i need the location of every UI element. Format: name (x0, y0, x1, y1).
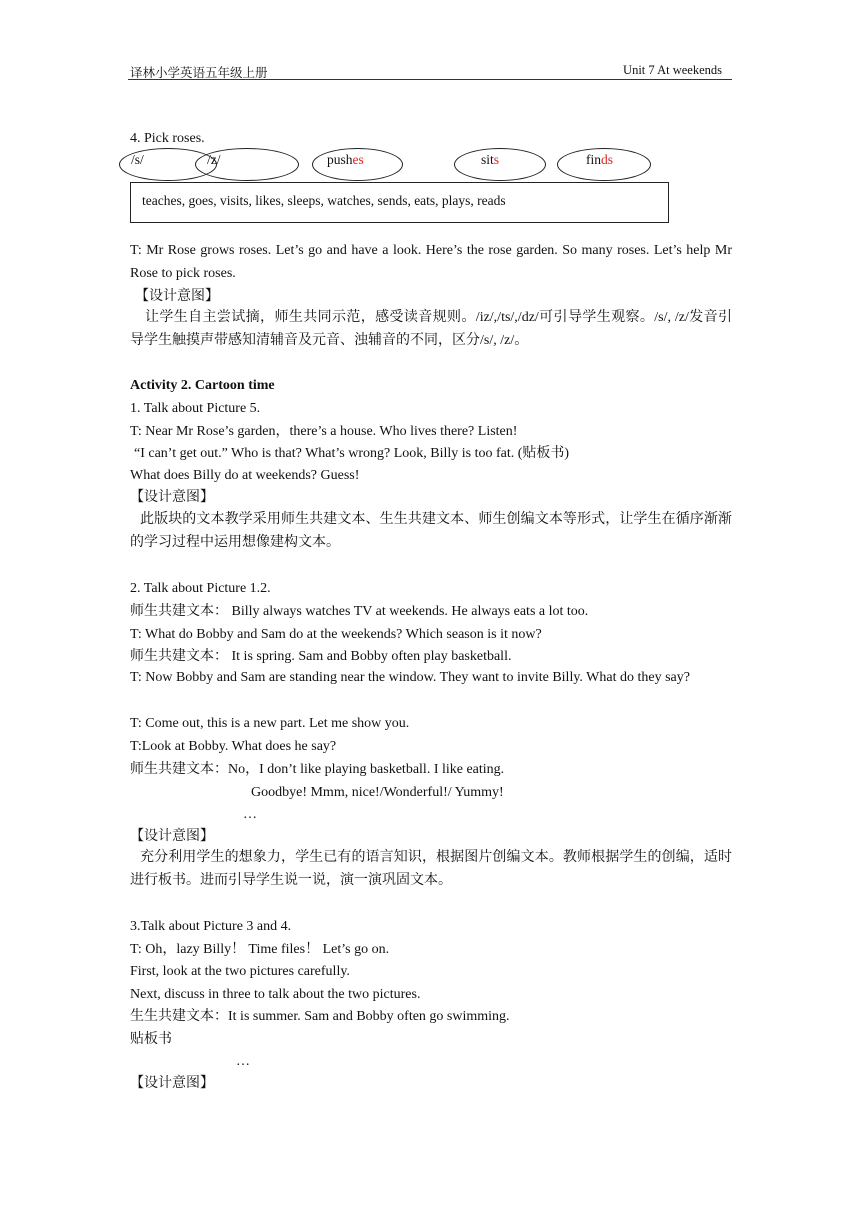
header-book-title: 译林小学英语五年级上册 (130, 66, 268, 80)
p12-ellipsis: … (243, 807, 257, 822)
design-intent-text-1: 让学生自主尝试摘，师生共同示范，感受读音规则。/iz/,/ts/,/dz/可引导学生观察。/s/, /z/发音引导学生触摸声带感知清辅音及元音、浊辅音的不同，区分/s/, /z/。 (130, 310, 732, 348)
rose-ellipse-sits (454, 148, 546, 181)
p12-line-2: T: What do Bobby and Sam do at the weekends? Which season is it now? (130, 627, 542, 642)
intro-paragraph: T: Mr Rose grows roses. Let’s go and have a look. Here’s the rose garden. So many roses. Let’s help Mr Rose to pick roses. (130, 243, 732, 281)
p34-line-5: 贴板书 (130, 1032, 172, 1047)
rose-word-sits: sits (481, 152, 500, 167)
p34-line-1: T: Oh，lazy Billy！ Time files！ Let’s go on. (130, 942, 390, 957)
p34-ellipsis: … (236, 1054, 250, 1069)
p34-line-2: First, look at the two pictures carefully. (130, 964, 350, 979)
rose-label-s: /s/ (131, 152, 144, 167)
p12-line-5: T: Come out, this is a new part. Let me show you. (130, 716, 410, 731)
design-intent-title-2: 【设计意图】 (130, 490, 214, 505)
header-unit-title: Unit 7 At weekends (623, 63, 722, 77)
p5-line-1: T: Near Mr Rose’s garden，there’s a house. Who lives there? Listen! (130, 424, 518, 439)
p12-heading: 2. Talk about Picture 1.2. (130, 581, 271, 596)
p12-line-1: 师生共建文本： Billy always watches TV at weekends. He always eats a lot too. (130, 604, 589, 619)
p12-line-7: 师生共建文本：No，I don’t like playing basketball. I like eating. (130, 762, 505, 777)
header-divider (128, 79, 732, 80)
p12-line-8: Goodbye! Mmm, nice!/Wonderful!/ Yummy! (251, 785, 504, 800)
p34-line-4: 生生共建文本：It is summer. Sam and Bobby often go swimming. (130, 1009, 510, 1024)
p5-line-2: “I can’t get out.” Who is that? What’s wrong? Look, Billy is too fat. (贴板书) (134, 446, 570, 461)
p12-line-3: 师生共建文本： It is spring. Sam and Bobby often play basketball. (130, 649, 512, 664)
activity-2-title: Activity 2. Cartoon time (130, 378, 275, 393)
p5-heading: 1. Talk about Picture 5. (130, 401, 261, 416)
design-intent-text-2: 此版块的文本教学采用师生共建文本、生生共建文本、师生创编文本等形式，让学生在循序渐渐的学习过程中运用想像建构文本。 (130, 512, 732, 550)
design-intent-text-3: 充分利用学生的想象力，学生已有的语言知识，根据图片创编文本。教师根据学生的创编，适时进行板书。进而引导学生说一说，演一演巩固文本。 (130, 850, 732, 888)
p12-line-4: T: Now Bobby and Sam are standing near the window. They want to invite Billy. What do they say? (130, 670, 690, 685)
p12-line-6: T:Look at Bobby. What does he say? (130, 739, 337, 754)
rose-word-finds: finds (586, 152, 614, 167)
p34-heading: 3.Talk about Picture 3 and 4. (130, 919, 292, 934)
word-bank-text: teaches, goes, visits, likes, sleeps, watches, sends, eats, plays, reads (142, 193, 506, 208)
rose-word-pushes: pushes (327, 152, 364, 167)
design-intent-title-3: 【设计意图】 (130, 829, 214, 844)
design-intent-title-1: 【设计意图】 (135, 289, 219, 304)
p5-line-3: What does Billy do at weekends? Guess! (130, 468, 360, 483)
word-bank-box (130, 182, 669, 223)
rose-label-z: /z/ (207, 152, 221, 167)
design-intent-title-4: 【设计意图】 (130, 1076, 214, 1091)
pick-roses-title: 4. Pick roses. (130, 131, 205, 146)
p34-line-3: Next, discuss in three to talk about the two pictures. (130, 987, 421, 1002)
